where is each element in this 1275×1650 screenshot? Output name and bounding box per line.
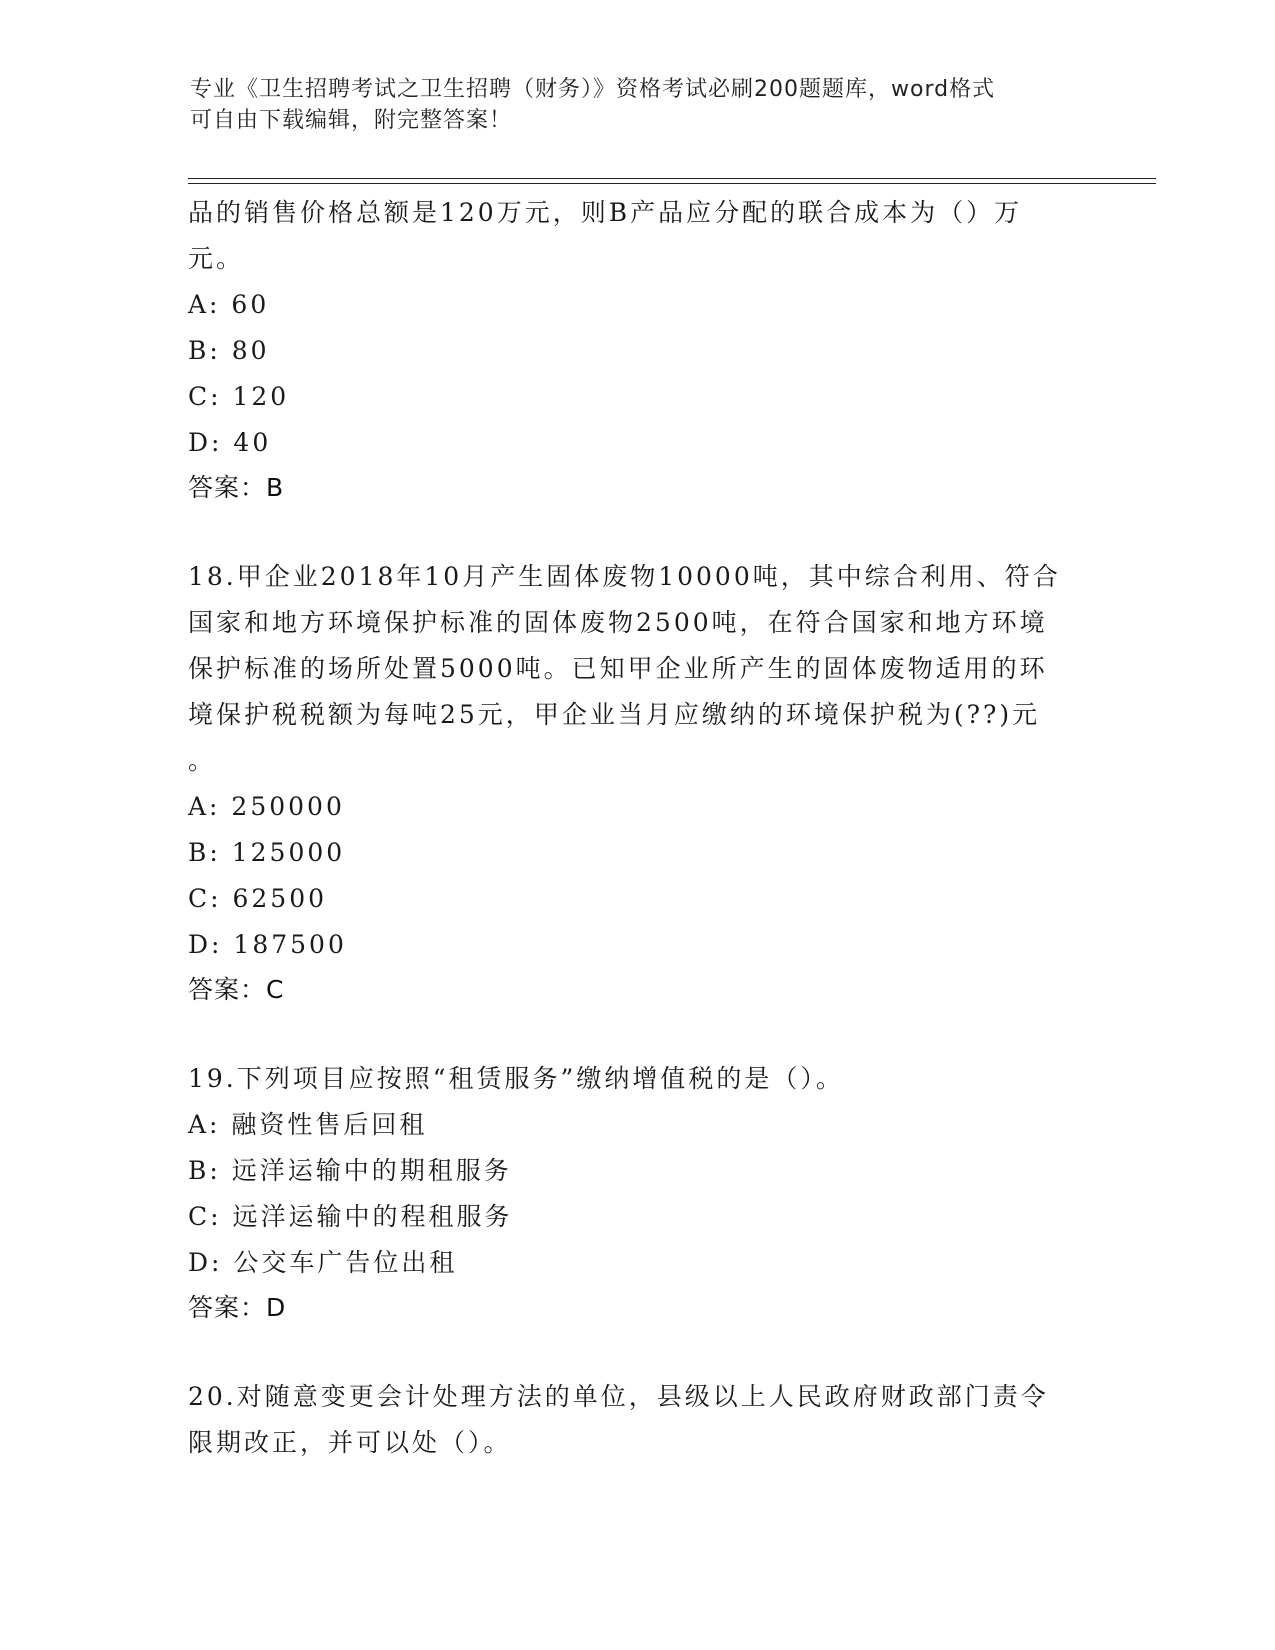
question-list — [188, 190, 1078, 1466]
answer: 答案：C — [188, 975, 285, 1004]
question-19 — [188, 1056, 1078, 1330]
option-d: D: 公交车广告位出租 — [188, 1248, 458, 1277]
question-line: 保护标准的场所处置5000吨。已知甲企业所产生的固体废物适用的环 — [188, 654, 1048, 683]
question-line: 元。 — [188, 244, 245, 273]
question-text — [188, 554, 1078, 784]
answer: 答案：B — [188, 473, 285, 502]
question-18 — [188, 554, 1078, 1012]
option-c: C: 远洋运输中的程租服务 — [188, 1202, 513, 1231]
question-line: 20.对随意变更会计处理方法的单位，县级以上人民政府财政部门责令 — [188, 1382, 1049, 1411]
question-text — [188, 1374, 1078, 1466]
header-line-1: 专业《卫生招聘考试之卫生招聘（财务）》资格考试必刷200题题库，word格式 — [190, 77, 996, 102]
option-d: D: 40 — [188, 428, 272, 457]
question-text — [188, 190, 1078, 282]
question-line: 限期改正，并可以处（）。 — [188, 1428, 512, 1457]
question-17 — [188, 190, 1078, 510]
option-a: A: 融资性售后回租 — [188, 1110, 428, 1139]
header-divider-bottom — [188, 183, 1156, 184]
question-line: 境保护税税额为每吨25元，甲企业当月应缴纳的环境保护税为(??)元 — [188, 700, 1041, 729]
option-b: B: 远洋运输中的期租服务 — [188, 1156, 512, 1185]
answer: 答案：D — [188, 1293, 287, 1322]
option-c: C: 62500 — [188, 884, 328, 913]
question-line: 品的销售价格总额是120万元，则B产品应分配的联合成本为（）万 — [188, 198, 1023, 227]
option-b: B: 125000 — [188, 838, 346, 867]
option-c: C: 120 — [188, 382, 290, 411]
header-line-2: 可自由下载编辑，附完整答案！ — [190, 108, 513, 133]
question-text — [188, 1056, 1078, 1102]
question-line: 。 — [188, 746, 217, 775]
question-line: 18.甲企业2018年10月产生固体废物10000吨，其中综合利用、符合 — [188, 562, 1061, 591]
option-b: B: 80 — [188, 336, 270, 365]
document-header — [190, 74, 1070, 136]
question-line: 19.下列项目应按照“租赁服务”缴纳增值税的是（）。 — [188, 1064, 844, 1093]
header-divider-top — [188, 178, 1156, 179]
option-a: A: 60 — [188, 290, 270, 319]
option-d: D: 187500 — [188, 930, 347, 959]
question-line: 国家和地方环境保护标准的固体废物2500吨，在符合国家和地方环境 — [188, 608, 1048, 637]
question-20 — [188, 1374, 1078, 1466]
option-a: A: 250000 — [188, 792, 345, 821]
